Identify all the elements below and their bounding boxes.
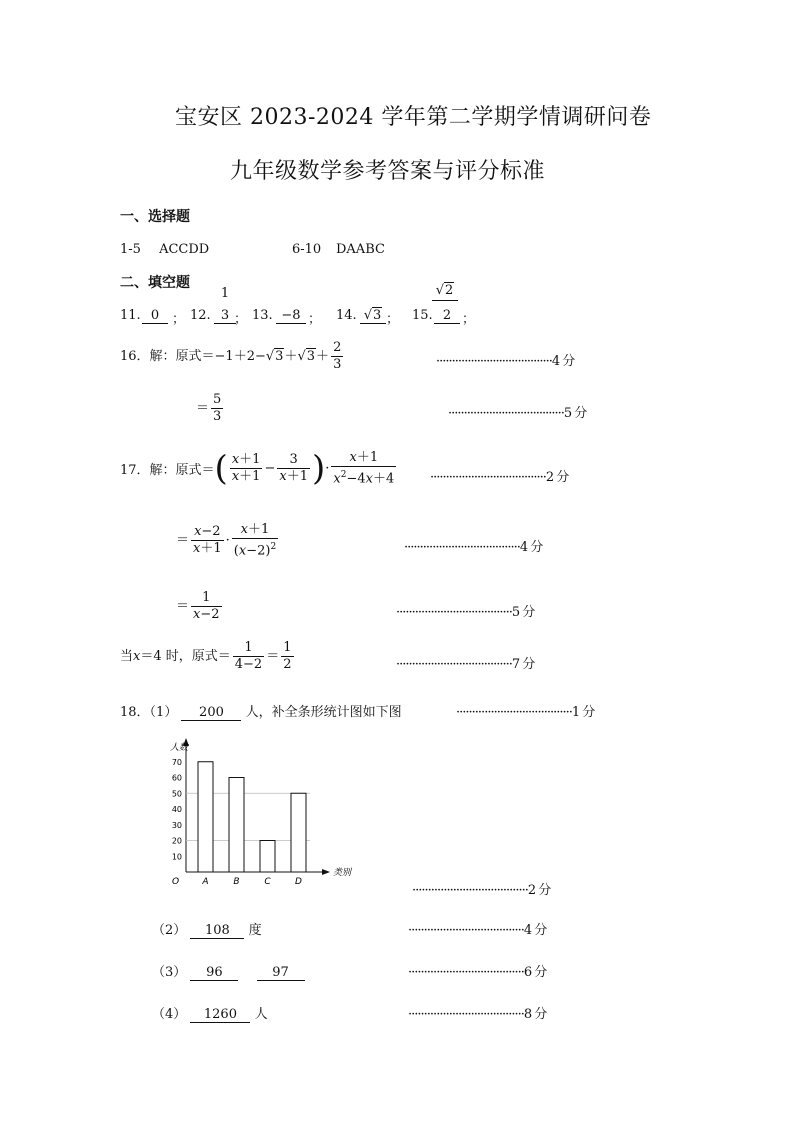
q12-denominator: 3 — [214, 308, 236, 324]
q16-plus: ＋ — [284, 349, 298, 364]
section-multiple-choice: 一、选择题 — [120, 209, 190, 225]
q17-score-3: ·····································5 分 — [396, 605, 535, 620]
q18-part2 — [152, 919, 262, 939]
q18-score-2: ·····································2 分 — [412, 883, 551, 898]
q18-part3-label: （3） — [152, 965, 187, 980]
y-tick-label: 20 — [171, 836, 182, 846]
q18-answer-4-suffix: 人 — [254, 1007, 268, 1022]
q18-answer-2: 108 — [190, 923, 244, 939]
q16-radicand-1: 3 — [275, 349, 284, 364]
q15-label: 15. — [412, 308, 433, 323]
q16-score-2: ·····································5 分 — [448, 406, 587, 421]
bar-D — [291, 793, 306, 872]
x-tick-label: C — [264, 877, 271, 886]
q14-label: 14. — [336, 308, 357, 323]
q16-line2 — [196, 392, 225, 425]
q17-score-1: ·····································2 分 — [430, 470, 569, 485]
q18-part1 — [120, 701, 402, 721]
q18-answer-1: 200 — [181, 705, 241, 721]
bar-chart — [160, 736, 370, 886]
q18-score-1: ·····································1 分 — [456, 705, 595, 720]
bar-C — [260, 841, 275, 873]
q18-part3 — [152, 961, 305, 981]
q18-score-4: ·····································6 分 — [408, 965, 547, 980]
q16-score-1: ·····································4 分 — [436, 354, 575, 369]
y-tick-label: 30 — [171, 820, 182, 830]
q14-sep: ； — [386, 312, 400, 327]
q11-label: 11. — [120, 308, 141, 323]
x-axis-arrow — [322, 869, 330, 875]
y-tick-label: 70 — [171, 757, 182, 767]
q17-line2: ＝ $\frac{x-2}{x+1}$ · $\frac{x+1}{(x-2)^2}$ — [176, 522, 277, 559]
q13-sep: ； — [308, 312, 322, 327]
q18-label: 18．（1） — [120, 705, 178, 720]
q18-part4 — [152, 1003, 268, 1023]
q18-answer-1-suffix: 人，补全条形统计图如下图 — [245, 705, 402, 720]
q17-label: 17．解：原式＝ — [120, 463, 215, 479]
bar-B — [229, 778, 244, 873]
q16-plus-2: ＋ — [316, 349, 330, 364]
q18-answer-4: 1260 — [190, 1007, 250, 1023]
y-tick-label: 40 — [171, 805, 182, 814]
q11-answer: 0 — [142, 308, 168, 324]
q13-label: 13. — [252, 308, 273, 323]
mc-answer-6-10: DAABC — [336, 242, 385, 257]
y-tick-label: 50 — [171, 789, 182, 799]
title-line2: 九年级数学参考答案与评分标准 — [230, 159, 546, 184]
q17-score-4: ·····································7 分 — [396, 657, 535, 672]
q17-when: 当 — [120, 649, 134, 664]
q18-score-5: ·····································8 分 — [408, 1007, 547, 1022]
q16-result: $\frac{5}{3}$ — [213, 392, 222, 424]
mc-answers-row — [120, 242, 385, 257]
q18-answer-3a: 96 — [190, 965, 238, 981]
q17-line4: 当x＝4 时，原式＝ $\frac{1}{4-2}$ ＝ $\frac{1}{2}$ — [120, 640, 292, 672]
mc-label-6-10: 6-10 — [292, 242, 322, 257]
q14-radicand: 3 — [373, 308, 382, 323]
section-fill-blank: 二、填空题 — [120, 275, 190, 291]
x-tick-label: A — [202, 877, 209, 886]
q16-radicand-2: 3 — [306, 349, 316, 364]
y-axis-label: 人数 — [170, 743, 189, 753]
origin-label: O — [172, 877, 180, 886]
q14-answer: √3 — [360, 308, 386, 324]
q12-label: 12. — [190, 308, 211, 323]
q18-score-3: ·····································4 分 — [408, 923, 547, 938]
y-tick-label: 10 — [171, 852, 182, 862]
q18-part2-label: （2） — [152, 923, 187, 938]
q16-fraction: $\frac{2}{3}$ — [333, 340, 342, 372]
y-tick-label: 60 — [171, 773, 182, 783]
q13-answer: −8 — [276, 308, 306, 324]
x-axis-label: 类别 — [333, 868, 352, 878]
q17-score-2: ·····································4 分 — [404, 540, 543, 555]
q12-numerator: 1 — [220, 286, 230, 301]
q18-answer-2-suffix: 度 — [248, 923, 262, 938]
bar-A — [198, 762, 213, 872]
q17-line3: ＝ $\frac{1}{x-2}$ — [176, 590, 220, 622]
q12-sep: ； — [234, 312, 248, 327]
x-tick-label: B — [233, 877, 240, 886]
q11-sep: ； — [172, 312, 186, 327]
mc-answer-1-5: ACCDD — [159, 242, 210, 257]
q17-line1: 17．解：原式＝( $\frac{x+1}{x+1}$ − $\frac{3}{x+1}$ )· $\frac{x+1}{x^2-4x+4}$ — [120, 448, 395, 489]
q16-equals: ＝ — [196, 401, 210, 416]
q16-label: 16．解：原式＝−1＋2− — [120, 349, 266, 364]
q16-line1: 16．解：原式＝−1＋2−√3＋√3＋ $\frac{2}{3}$ — [120, 340, 342, 372]
x-tick-label: D — [295, 877, 302, 886]
q15-sep: ； — [462, 312, 476, 327]
q15-numerator: √2 — [432, 282, 458, 301]
mc-label-1-5: 1-5 — [120, 242, 141, 257]
title-line1: 宝安区 2023-2024 学年第二学期学情调研问卷 — [175, 105, 652, 130]
q15-radicand: 2 — [445, 283, 454, 298]
q18-part4-label: （4） — [152, 1007, 187, 1022]
q15-denominator: 2 — [434, 308, 460, 324]
q17-when-2: ＝4 时，原式＝ — [140, 649, 231, 664]
q18-answer-3b: 97 — [257, 965, 305, 981]
